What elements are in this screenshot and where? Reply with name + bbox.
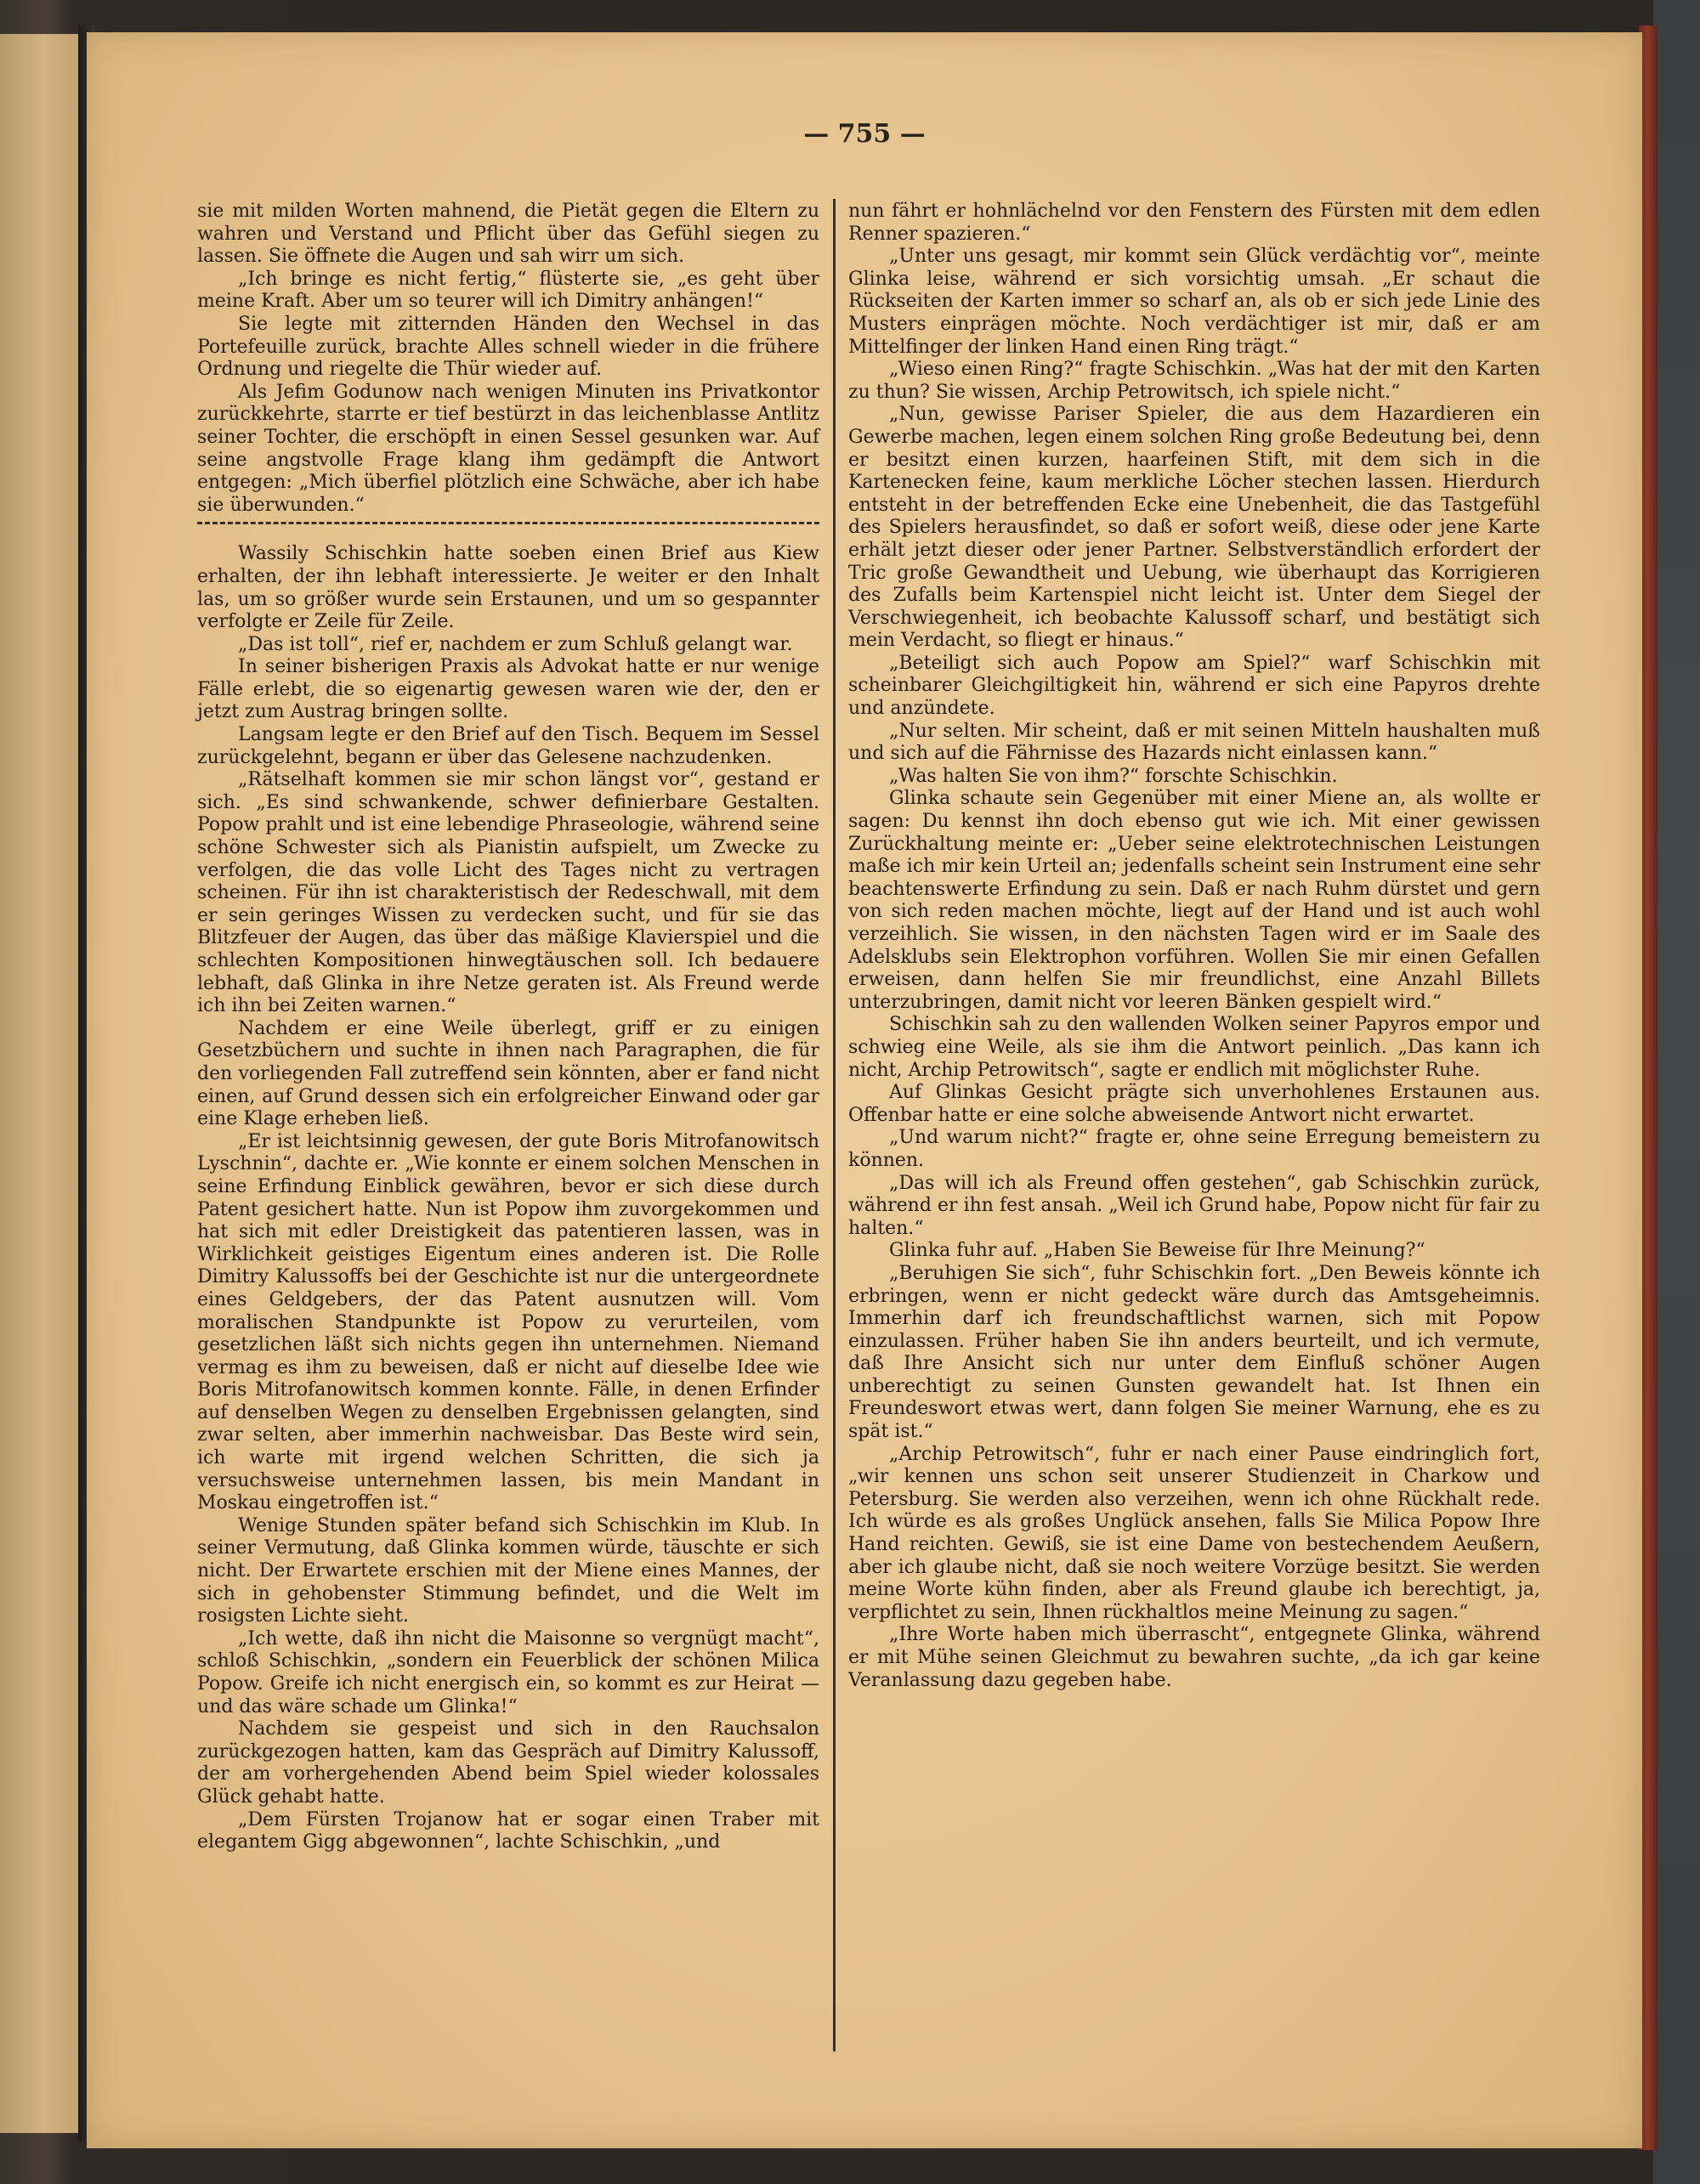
paragraph: In seiner bisherigen Praxis als Advokat hatte er nur wenige Fälle erlebt, die so eigenartig gewesen waren wie der, den er jetzt zum Austrag bringen sollte. <box>197 656 819 723</box>
paragraph: Nachdem er eine Weile überlegt, griff er zu einigen Gesetzbüchern und suchte in ihnen nach Paragraphen, die für den vorliegenden Fall zutreffend sein könnten, aber er fand nicht einen, auf Grund dessen sich ein erfolgreicher Einwand oder gar eine Klage erheben ließ. <box>197 1017 819 1130</box>
paragraph: „Er ist leichtsinnig gewesen, der gute Boris Mitrofanowitsch Lyschnin“, dachte er. „Wie konnte er einem solchen Menschen in seine Erfindung Einblick gewähren, bevor er sich diese durch Patent gesichert hatte. Nun ist Popow ihm zuvorgekommen und hat sich mit edler Dreistigkeit das patentieren lassen, was in Wirklichkeit geistiges Eigentum eines anderen ist. Die Rolle Dimitry Kalussoffs bei der Geschichte ist nur die untergeordnete eines Geldgebers, der das Patent ausnutzen will. Vom moralischen Standpunkte ist Popow zu verurteilen, vom gesetzlichen läßt sich nichts gegen ihn unternehmen. Niemand vermag es ihm zu beweisen, daß er nicht auf dieselbe Idee wie Boris Mitrofanowitsch kommen konnte. Fälle, in denen Erfinder auf denselben Wegen zu denselben Ergebnissen gelangten, sind zwar selten, aber immerhin nachweisbar. Das Beste wird sein, ich warte mit irgend welchen Schritten, die sich ja versuchsweise unternehmen lassen, bis mein Mandant in Moskau eingetroffen ist.“ <box>197 1130 819 1514</box>
paragraph: Wassily Schischkin hatte soeben einen Brief aus Kiew erhalten, der ihn lebhaft interessierte. Je weiter er den Inhalt las, um so größer wurde sein Erstaunen, und um so gespannter verfolgte er Zeile für Zeile. <box>197 543 819 633</box>
paragraph: „Und warum nicht?“ fragte er, ohne seine Erregung bemeistern zu können. <box>848 1127 1540 1171</box>
section-separator <box>197 522 819 536</box>
paragraph: „Ihre Worte haben mich überrascht“, entgegnete Glinka, während er mit Mühe seinen Gleichmut zu bewahren suchte, „da ich gar keine Veranlassung dazu gegeben habe. <box>848 1624 1540 1691</box>
paragraph: „Rätselhaft kommen sie mir schon längst vor“, gestand er sich. „Es sind schwankende, schwer definierbare Gestalten. Popow prahlt und ist eine lebendige Phraseologie, während seine schöne Schwester sich als Pianistin aufspielt, um Zwecke zu verfolgen, die das volle Licht des Tages nicht zu vertragen scheinen. Für ihn ist charakteristisch der Redeschwall, mit dem er sein geringes Wissen zu verdecken sucht, und für sie das Blitzfeuer der Augen, das über das mäßige Klavierspiel und die schlechten Kompositionen hinwegtäuschen soll. Ich bedauere lebhaft, daß Glinka in ihre Netze geraten ist. Als Freund werde ich ihn bei Zeiten warnen.“ <box>197 769 819 1017</box>
paragraph: „Beteiligt sich auch Popow am Spiel?“ warf Schischkin mit scheinbarer Gleichgiltigkeit hin, während er sich eine Papyros drehte und anzündete. <box>848 652 1540 720</box>
paragraph: Glinka fuhr auf. „Haben Sie Beweise für Ihre Meinung?“ <box>889 1240 1425 1262</box>
paragraph: Schischkin sah zu den wallenden Wolken seiner Papyros empor und schwieg eine Weile, als sie ihm die Antwort peinlich. „Das kann ich nicht, Archip Petrowitsch“, sagte er endlich mit möglichster Ruhe. <box>848 1014 1540 1081</box>
paragraph: „Dem Fürsten Trojanow hat er sogar einen Traber mit elegantem Gigg abgewonnen“, lachte Schischkin, „und <box>197 1808 819 1853</box>
paragraph: Als Jefim Godunow nach wenigen Minuten ins Privatkontor zurückkehrte, starrte er tief bestürzt in das leichenblasse Antlitz seiner Tochter, die erschöpft in einen Sessel gesunken war. Auf seine angstvolle Frage klang ihm gedämpft die Antwort entgegen: „Mich überfiel plötzlich eine Schwäche, aber ich habe sie überwunden.“ <box>197 381 819 516</box>
paragraph: nun fährt er hohnlächelnd vor den Fenstern des Fürsten mit dem edlen Renner spazieren.“ <box>848 201 1540 245</box>
paragraph: Glinka schaute sein Gegenüber mit einer Miene an, als wollte er sagen: Du kennst ihn doch ebenso gut wie ich. Mit einer gewissen Zurückhaltung meinte er: „Ueber seine elektrotechnischen Leistungen maße ich mir kein Urteil an; jedenfalls scheint sein Instrument eine sehr beachtenswerte Erfindung zu sein. Daß er nach Ruhm dürstet und gern von sich reden machen möchte, liegt auf der Hand und ist auch wohl verzeihlich. Sie wissen, in den nächsten Tagen wird er im Saale des Adelsklubs sein Elektrophon vorführen. Wollen Sie mir einen Gefallen erweisen, dann helfen Sie mir freundlichst, eine Anzahl Billets unterzubringen, damit nicht vor leeren Bänken gespielt wird.“ <box>848 788 1540 1013</box>
paragraph: „Ich wette, daß ihn nicht die Maisonne so vergnügt macht“, schloß Schischkin, „sondern ein Feuerblick der schönen Milica Popow. Greife ich nicht energisch ein, so kommt es zur Heirat — und das wäre schade um Glinka!“ <box>197 1627 819 1717</box>
paragraph: sie mit milden Worten mahnend, die Pietät gegen die Eltern zu wahren und Verstand und Pflicht über das Gefühl siegen zu lassen. Sie öffnete die Augen und sah wirr um sich. <box>197 201 819 268</box>
previous-page-edge <box>0 34 80 2133</box>
paragraph: „Beruhigen Sie sich“, fuhr Schischkin fort. „Den Beweis könnte ich erbringen, wenn er nicht gedeckt wäre durch das Amtsgeheimnis. Immerhin darf ich freundschaftlichst warnen, sich mit Popow einzulassen. Früher haben Sie ihn anders beurteilt, und ich vermute, daß Ihre Ansicht sich nur unter dem Einfluß schöner Augen unberechtigt zu seinen Gunsten gewandelt hat. Ist Ihnen ein Freundeswort etwas wert, dann folgen Sie meiner Warnung, ehe es zu spät ist.“ <box>848 1262 1540 1443</box>
paragraph: „Das ist toll“, rief er, nachdem er zum Schluß gelangt war. <box>238 633 793 655</box>
paragraph: Nachdem sie gespeist und sich in den Rauchsalon zurückgezogen hatten, kam das Gespräch auf Dimitry Kalussoff, der am vorhergehenden Abend beim Spiel wieder kolossales Glück gehabt hatte. <box>197 1718 819 1808</box>
paragraph: Langsam legte er den Brief auf den Tisch. Bequem im Sessel zurückgelehnt, begann er über das Gelesene nachzudenken. <box>197 724 819 768</box>
paragraph: „Was halten Sie von ihm?“ forschte Schischkin. <box>889 765 1338 787</box>
paragraph: „Nur selten. Mir scheint, daß er mit seinen Mitteln haushalten muß und sich auf die Fährnisse des Hazards nicht einlassen kann.“ <box>848 720 1540 765</box>
paragraph: „Archip Petrowitsch“, fuhr er nach einer Pause eindringlich fort, „wir kennen uns schon seit unserer Studienzeit in Charkow und Petersburg. Sie werden also verzeihen, wenn ich ohne Rückhalt rede. Ich würde es als großes Unglück ansehen, falls Sie Milica Popow Ihre Hand reichten. Gewiß, sie ist eine Dame von bestechendem Aeußern, aber ich glaube nicht, daß sie noch weitere Vorzüge besitzt. Sie werden meine Worte kühn finden, aber als Freund glaube ich berechtigt, ja, verpflichtet zu sein, Ihnen rückhaltlos meine Meinung zu sagen.“ <box>848 1443 1540 1623</box>
left-column <box>197 201 819 1854</box>
paragraph: „Nun, gewisse Pariser Spieler, die aus dem Hazardieren ein Gewerbe machen, legen einem solchen Ring große Bedeutung bei, denn er besitzt einen kurzen, haarfeinen Stift, mit dem sich in die Kartenecken feine, kaum merkliche Löcher stechen lassen. Hierdurch entsteht in der betreffenden Ecke eine Unebenheit, die das Tastgefühl des Spielers herausfindet, so daß er sofort weiß, diese oder jene Karte erhält jetzt dieser oder jener Partner. Selbstverständlich erfordert der Tric große Gewandtheit und Uebung, wie überhaupt das Korrigieren des Zufalls beim Kartenspiel nicht leicht ist. Unter dem Siegel der Verschwiegenheit, ich beobachte Kalussoff scharf, und bestätigt sich mein Verdacht, so fliegt er hinaus.“ <box>848 404 1540 652</box>
column-rule <box>833 199 836 2051</box>
paragraph: „Das will ich als Freund offen gestehen“, gab Schischkin zurück, während er ihn fest ansah. „Weil ich Grund habe, Popow nicht für fair zu halten.“ <box>848 1172 1540 1239</box>
paragraph: Auf Glinkas Gesicht prägte sich unverhohlenes Erstaunen aus. Offenbar hatte er eine solche abweisende Antwort nicht erwartet. <box>848 1082 1540 1126</box>
paragraph: „Unter uns gesagt, mir kommt sein Glück verdächtig vor“, meinte Glinka leise, während er sich vorsichtig umsah. „Er schaut die Rückseiten der Karten immer so scharf an, als ob er sich jede Linie des Musters einprägen möchte. Noch verdächtiger ist mir, daß er am Mittelfinger der linken Hand einen Ring trägt.“ <box>848 246 1540 358</box>
paragraph: „Wieso einen Ring?“ fragte Schischkin. „Was hat der mit den Karten zu thun? Sie wissen, Archip Petrowitsch, ich spiele nicht.“ <box>848 359 1540 403</box>
paragraph: Wenige Stunden später befand sich Schischkin im Klub. In seiner Vermutung, daß Glinka kommen würde, täuschte er sich nicht. Der Erwartete erschien mit der Miene eines Mannes, der sich in gehobenster Stimmung befindet, und die Welt im rosigsten Lichte sieht. <box>197 1514 819 1627</box>
page-number: — 755 — <box>803 119 926 149</box>
right-column <box>848 201 1540 1692</box>
paragraph: „Ich bringe es nicht fertig,“ flüsterte sie, „es geht über meine Kraft. Aber um so teurer will ich Dimitry anhängen!“ <box>197 268 819 313</box>
book-cover <box>1653 0 1700 2184</box>
paragraph: Sie legte mit zitternden Händen den Wechsel in das Portefeuille zurück, brachte Alles schnell wieder in die frühere Ordnung und riegelte die Thür wieder auf. <box>197 313 819 381</box>
book-page <box>87 32 1642 2148</box>
